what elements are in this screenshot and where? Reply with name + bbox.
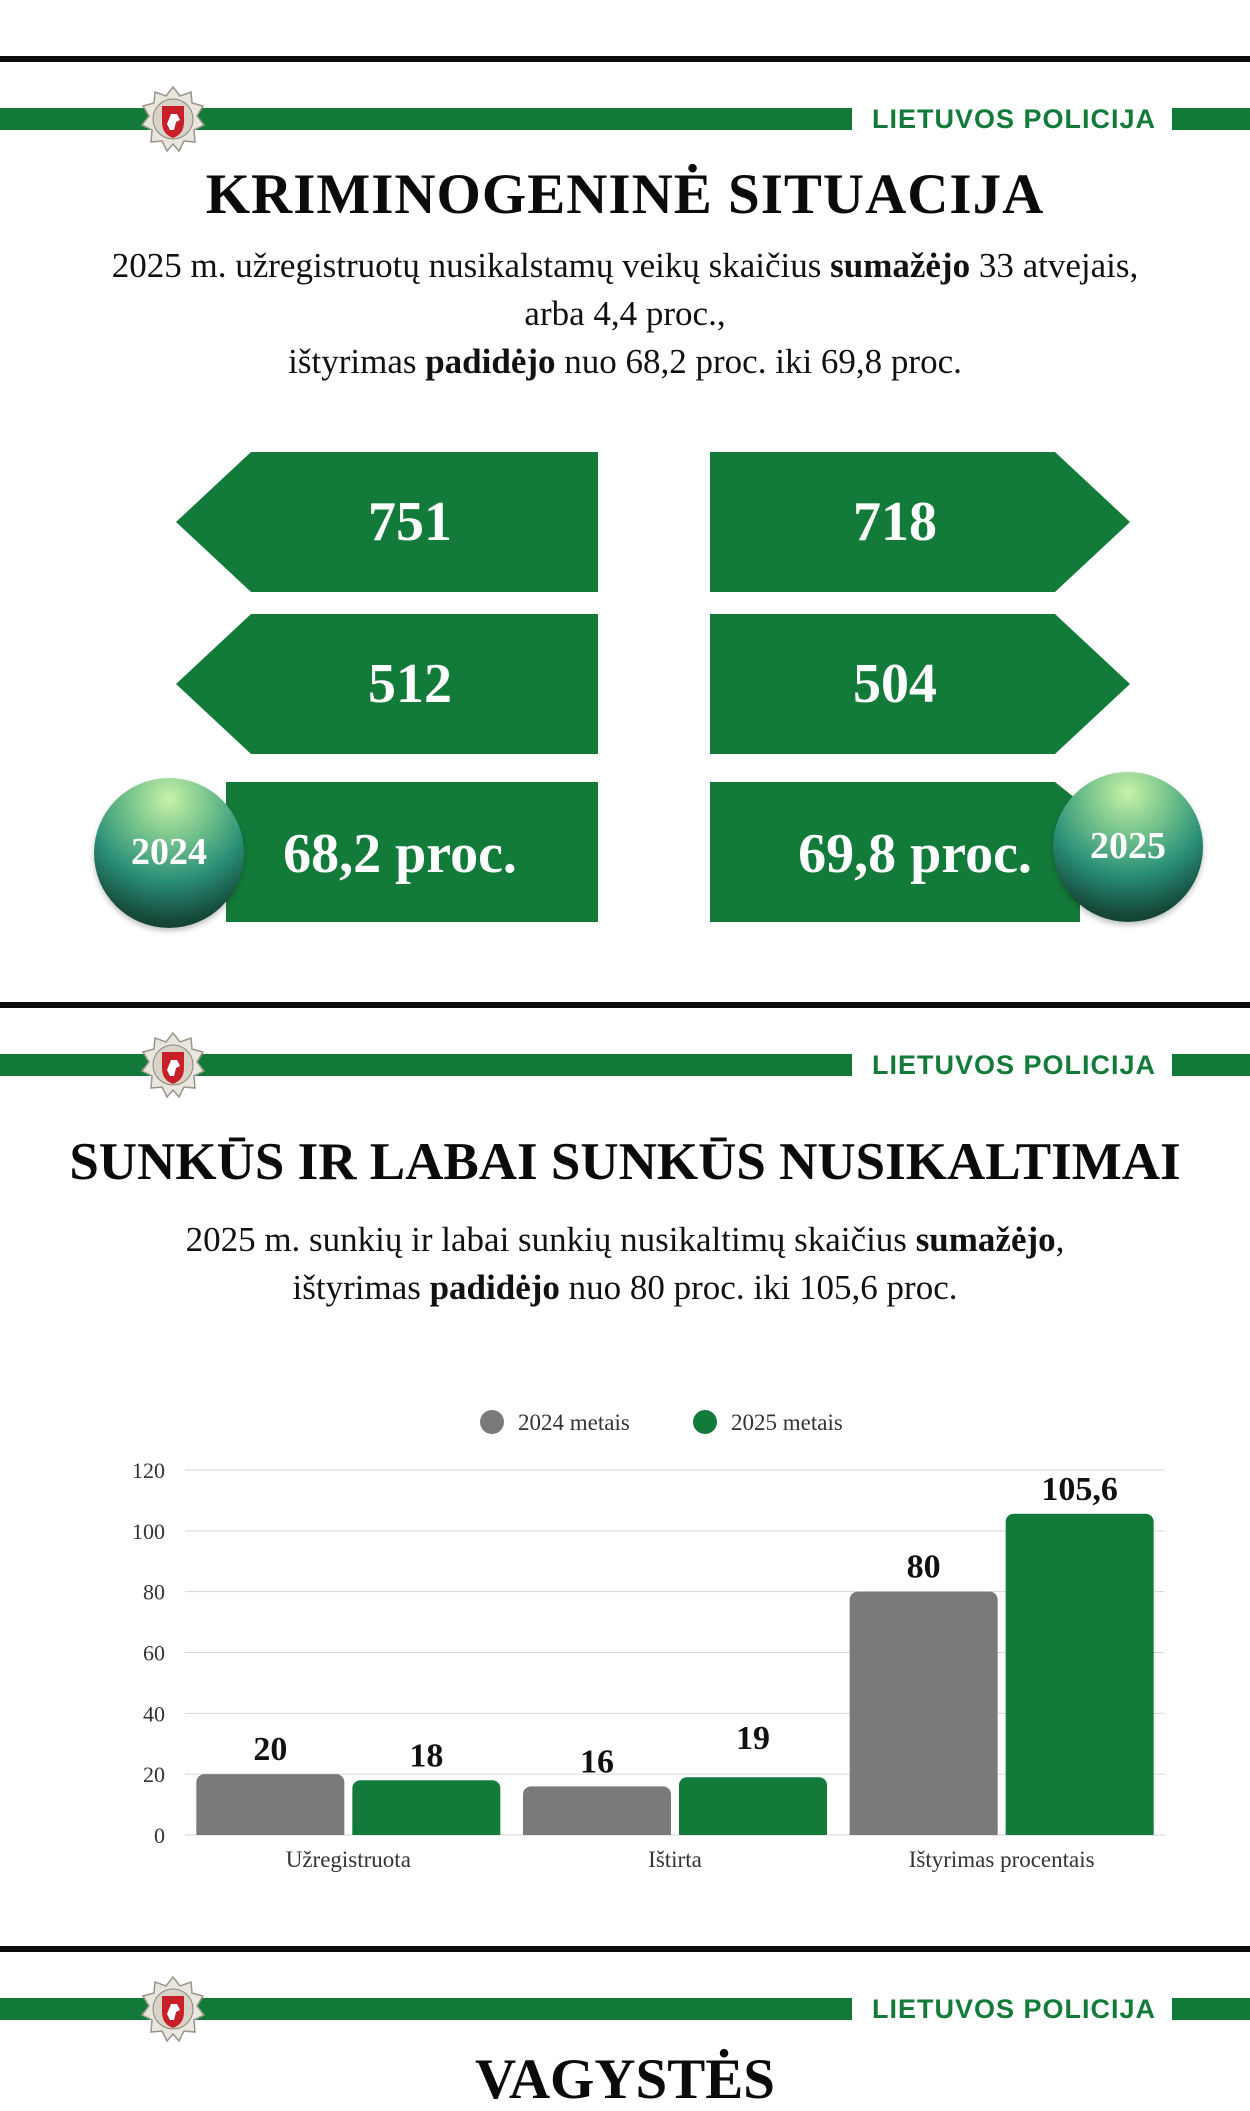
- bar-base: [523, 1827, 671, 1835]
- y-tick-label: 0: [154, 1823, 165, 1848]
- brand-label: LIETUVOS POLICIJA: [871, 1050, 1157, 1080]
- section2-summary-line2: ištyrimas padidėjo nuo 80 proc. iki 105,6 proc.: [292, 1268, 958, 1307]
- brand-label: LIETUVOS POLICIJA: [871, 104, 1157, 134]
- value-2025-registered: 718: [853, 491, 937, 553]
- data-label: 20: [253, 1731, 288, 1769]
- x-category-label: Ištirta: [648, 1847, 702, 1872]
- section1-summary-line2: arba 4,4 proc.,: [524, 294, 726, 333]
- top-divider: [0, 56, 1250, 62]
- bar-base: [352, 1827, 500, 1835]
- police-emblem-icon: [140, 86, 206, 152]
- value-2025-solved: 504: [853, 653, 937, 715]
- section2-summary-line1: 2025 m. sunkių ir labai sunkių nusikaltimų skaičius sumažėjo,: [185, 1220, 1065, 1259]
- section1-title: KRIMINOGENINĖ SITUACIJA: [205, 163, 1045, 226]
- brand-label: LIETUVOS POLICIJA: [871, 1994, 1157, 2024]
- bar: [850, 1592, 998, 1835]
- section2-divider: [0, 1002, 1250, 1008]
- section2-title: SUNKŪS IR LABAI SUNKŪS NUSIKALTIMAI: [69, 1133, 1181, 1191]
- section3-divider: [0, 1946, 1250, 1952]
- serious-crimes-chart: [0, 1380, 1250, 1900]
- data-label: 80: [906, 1548, 941, 1586]
- y-tick-label: 20: [143, 1762, 165, 1788]
- data-label: 19: [736, 1720, 770, 1758]
- value-2024-rate: 68,2 proc.: [283, 823, 517, 885]
- x-category-label: Užregistruota: [285, 1847, 411, 1872]
- section1-summary-line1: 2025 m. užregistruotų nusikalstamų veikų skaičius sumažėjo 33 atvejais,: [111, 246, 1139, 285]
- police-emblem-icon: [140, 1976, 206, 2042]
- bar: [352, 1780, 500, 1835]
- bar-base: [679, 1827, 827, 1835]
- y-tick-label: 60: [143, 1640, 165, 1666]
- header-green-end: [1172, 1998, 1250, 2020]
- chart-svg: [0, 1380, 1250, 1900]
- bar-base: [196, 1827, 344, 1835]
- header-green-end: [1172, 1054, 1250, 1076]
- value-2024-solved: 512: [368, 653, 452, 715]
- legend-marker: [480, 1410, 504, 1434]
- header-green-line: [0, 1054, 852, 1076]
- value-2024-registered: 751: [368, 491, 452, 553]
- year-badge-2024: 2024: [94, 778, 244, 928]
- y-tick-label: 40: [143, 1701, 165, 1727]
- section1-summary-line3: ištyrimas padidėjo nuo 68,2 proc. iki 69,8 proc.: [288, 342, 962, 381]
- y-tick-label: 80: [143, 1579, 165, 1605]
- bar: [196, 1774, 344, 1835]
- y-tick-label: 100: [132, 1518, 165, 1544]
- bar: [679, 1777, 827, 1835]
- y-tick-label: 120: [132, 1458, 165, 1483]
- value-2025-rate: 69,8 proc.: [798, 823, 1032, 885]
- police-emblem-icon: [140, 1032, 206, 1098]
- section3-title-partial: VAGYSTĖS: [475, 2048, 775, 2111]
- header-green-line: [0, 108, 852, 130]
- x-category-label: Ištyrimas procentais: [908, 1847, 1095, 1872]
- header-green-line: [0, 1998, 852, 2020]
- legend-marker: [693, 1410, 717, 1434]
- bar: [1006, 1514, 1154, 1835]
- legend-label: 2024 metais: [518, 1410, 630, 1435]
- header-green-end: [1172, 108, 1250, 130]
- data-label: 16: [580, 1743, 614, 1781]
- data-label: 18: [409, 1737, 444, 1775]
- data-label: 105,6: [1041, 1470, 1118, 1508]
- bar-base: [1006, 1827, 1154, 1835]
- year-badge-2025: 2025: [1053, 772, 1203, 922]
- legend-label: 2025 metais: [731, 1410, 843, 1435]
- bar-base: [850, 1827, 998, 1835]
